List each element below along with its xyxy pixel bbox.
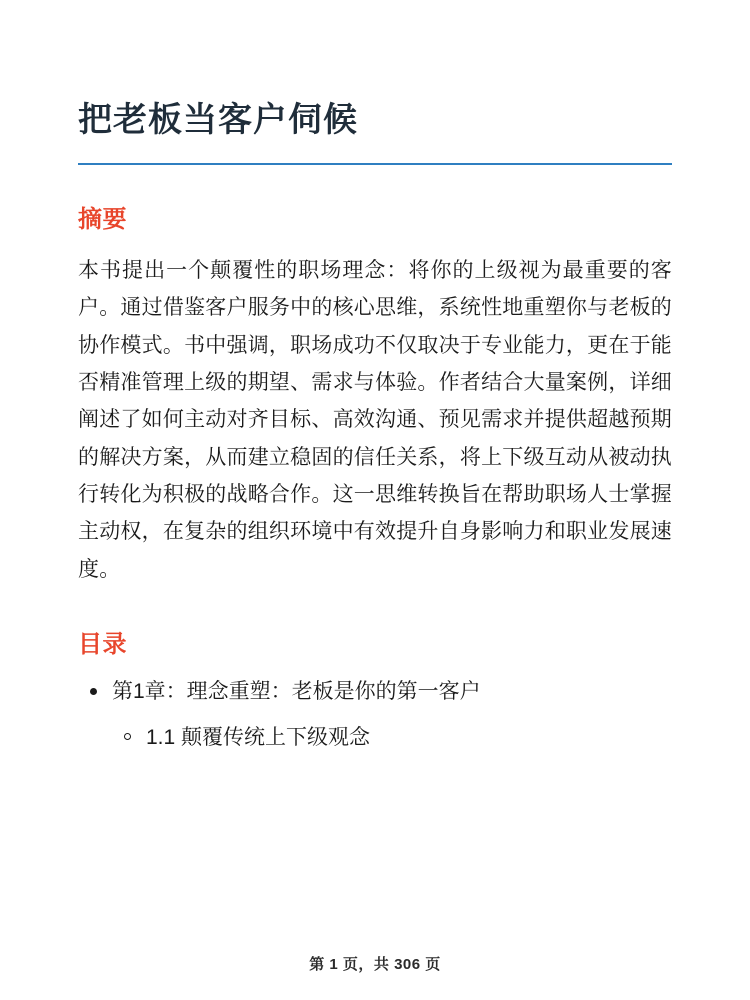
page-footer: 第 1 页，共 306 页 (309, 956, 441, 973)
toc-sublist (112, 721, 672, 755)
toc-list (78, 675, 672, 754)
list-item[interactable] (78, 675, 672, 754)
abstract-heading: 摘要 (78, 205, 127, 233)
abstract-text: 本书提出一个颠覆性的职场理念：将你的上级视为最重要的客户。通过借鉴客户服务中的核心思维，系统性地重塑你与老板的协作模式。书中强调，职场成功不仅取决于专业能力，更在于能否精准管理上级的期望、需求与体验。作者结合大量案例，详细阐述了如何主动对齐目标、高效沟通、预见需求并提供超越预期的解决方案，从而建立稳固的信任关系，将上下级互动从被动执行转化为积极的战略合作。这一思维转换旨在帮助职场人士掌握主动权，在复杂的组织环境中有效提升自身影响力和职业发展速度。 (78, 258, 672, 581)
toc-section-label: 1.1 颠覆传统上下级观念 (146, 725, 371, 749)
page-title: 把老板当客户伺候 (78, 101, 358, 139)
title-divider (78, 163, 672, 165)
toc-heading: 目录 (78, 631, 127, 659)
toc-chapter-label: 第1章：理念重塑：老板是你的第一客户 (112, 680, 481, 704)
list-item[interactable] (112, 721, 672, 755)
